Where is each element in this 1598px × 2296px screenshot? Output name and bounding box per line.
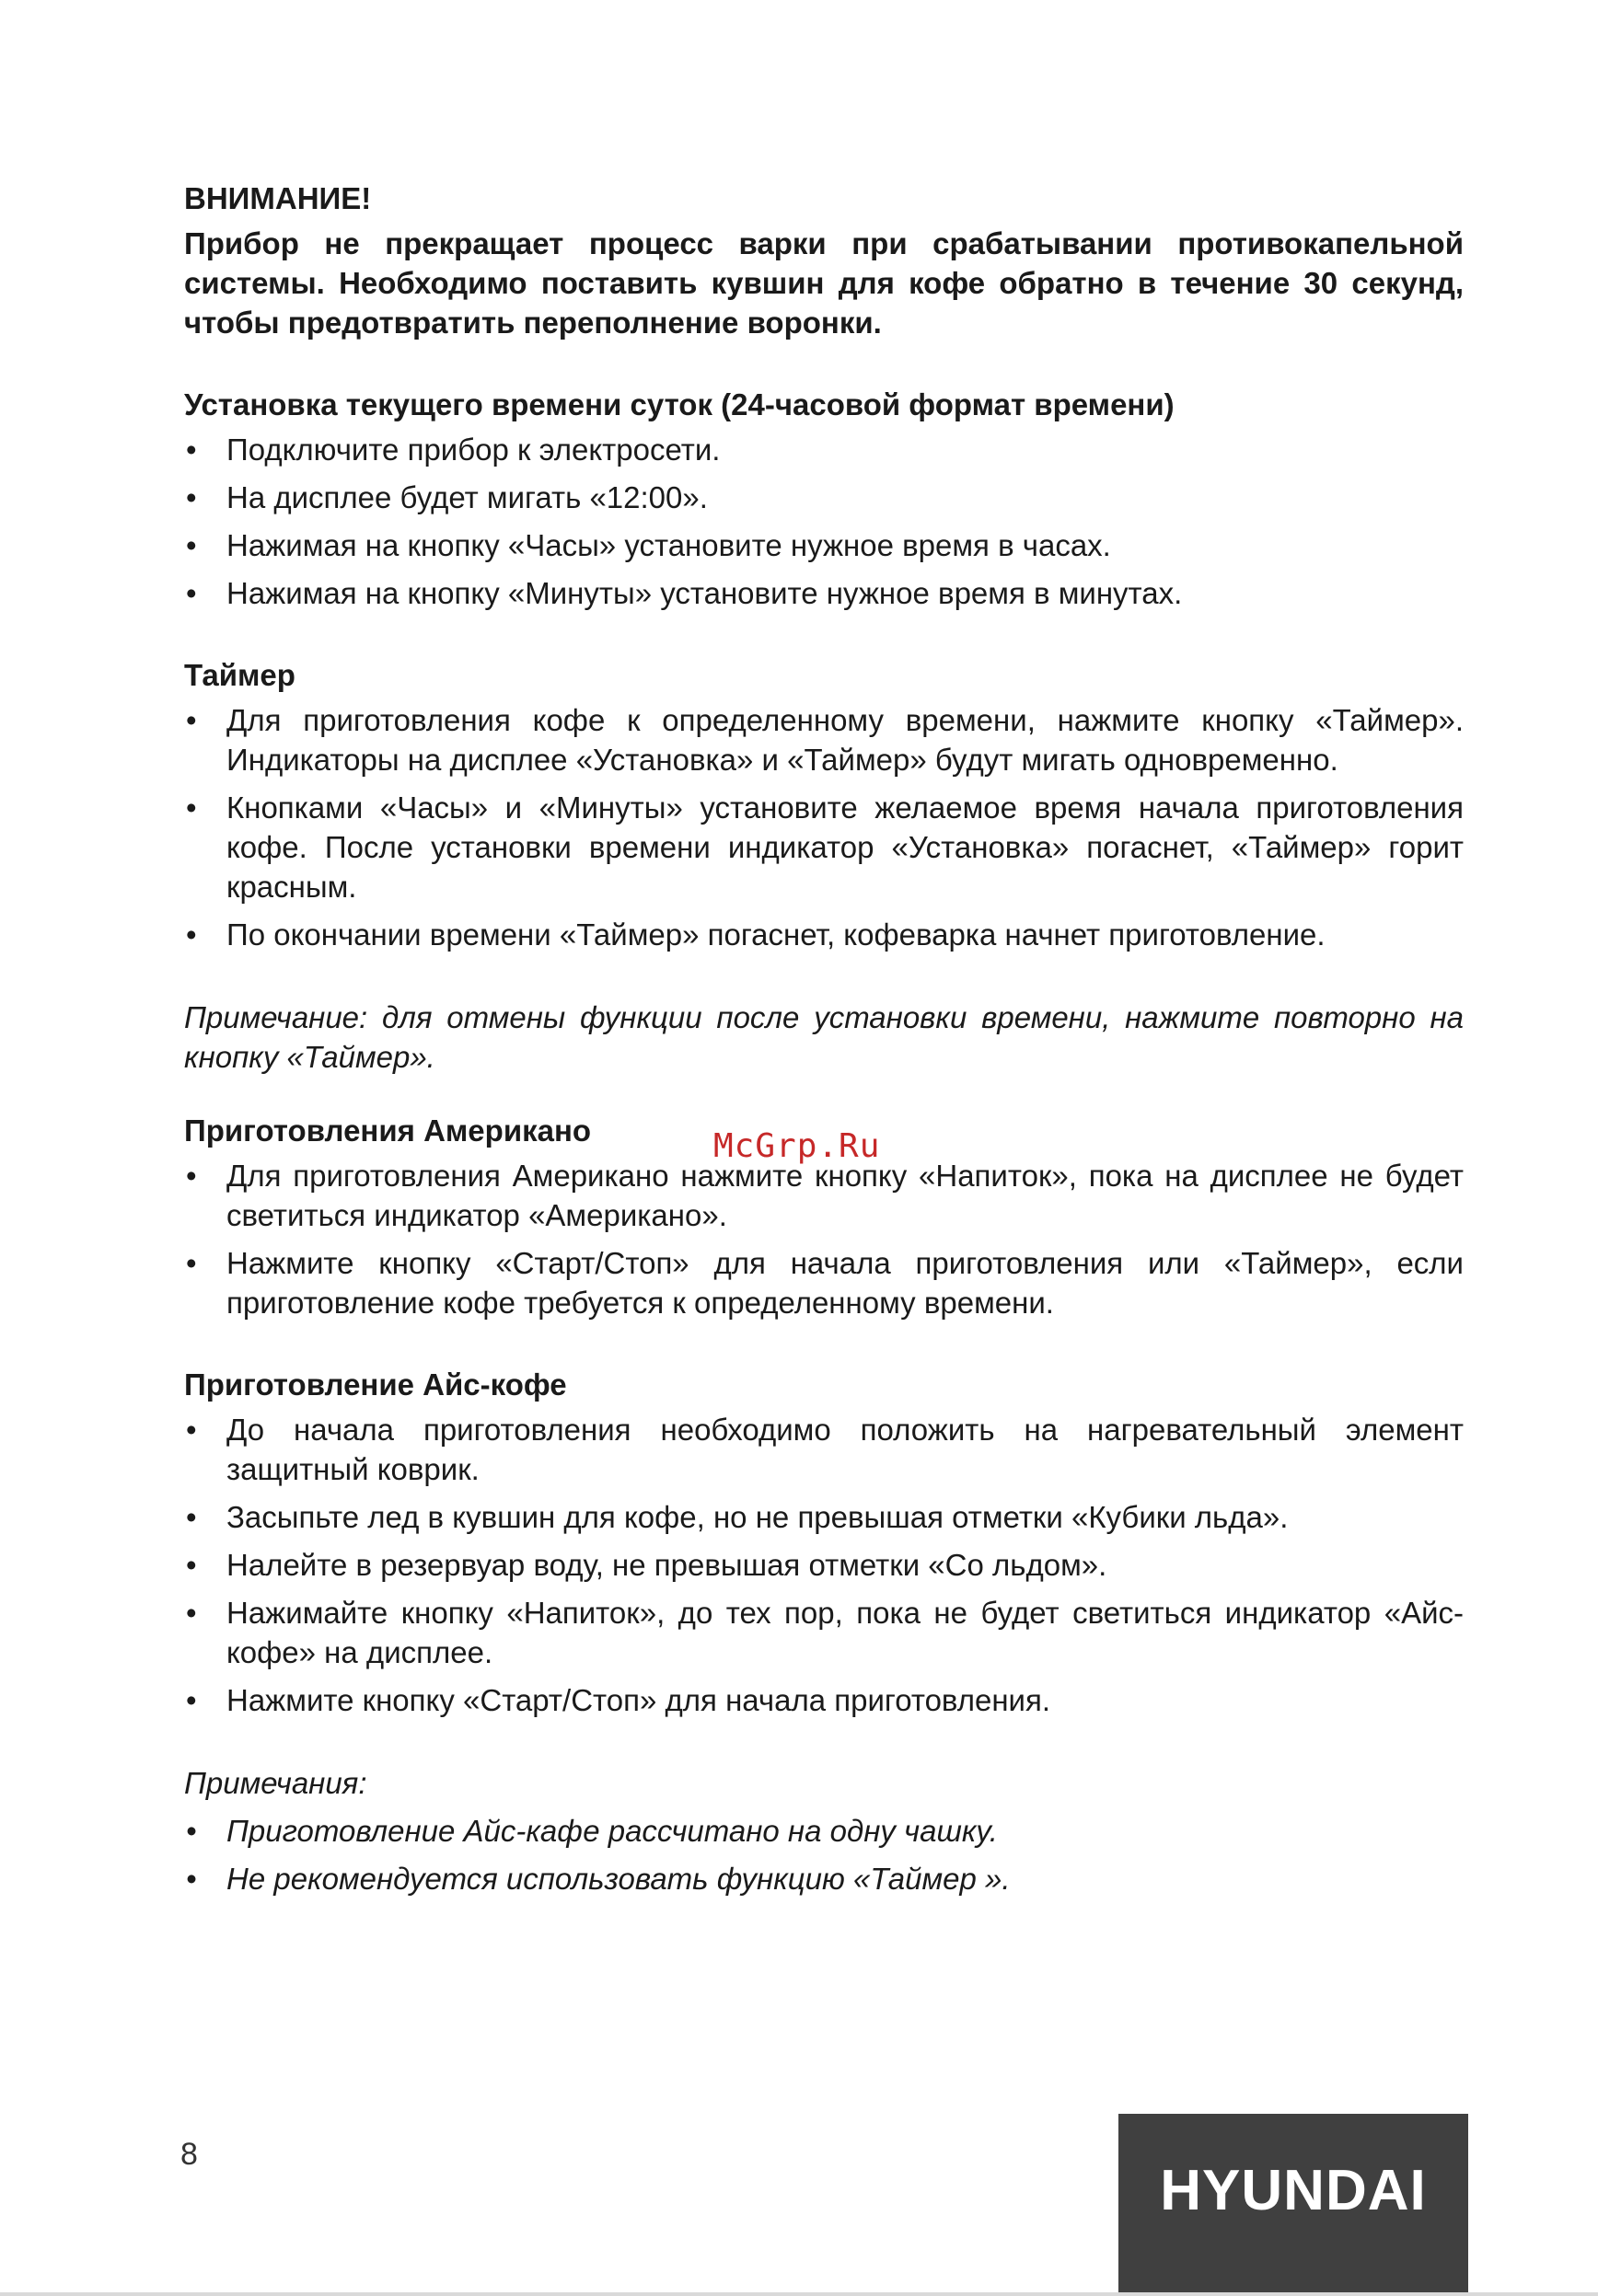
bullet-icon: •	[186, 576, 197, 610]
list-item	[184, 1410, 1464, 1489]
bullet-icon: •	[186, 1862, 197, 1896]
americano-title: Приготовления Американо	[184, 1113, 592, 1148]
list-item-text: Нажимайте кнопку «Напиток», до тех пор, пока не будет светиться индикатор «Айс-кофе» на дисплее.	[226, 1596, 1464, 1669]
americano-list	[184, 1156, 1464, 1322]
list-item	[184, 1859, 1464, 1898]
list-item-text: По окончании времени «Таймер» погаснет, кофеварка начнет приготовление.	[226, 917, 1326, 952]
list-item	[184, 1811, 1464, 1851]
time-setup-title: Установка текущего времени суток (24-часовой формат времени)	[184, 387, 1175, 421]
bullet-icon: •	[186, 1413, 197, 1447]
bullet-icon: •	[186, 1683, 197, 1717]
timer-section	[184, 656, 1464, 1077]
time-setup-section	[184, 386, 1464, 613]
bullet-icon: •	[186, 790, 197, 825]
warning-title: ВНИМАНИЕ!	[184, 181, 372, 215]
list-item	[184, 573, 1464, 613]
brand-logo-box	[1118, 2114, 1468, 2296]
list-item-text: Нажмите кнопку «Старт/Стоп» для начала приготовления.	[226, 1683, 1051, 1717]
list-item	[184, 1156, 1464, 1235]
bullet-icon: •	[186, 1246, 197, 1280]
bullet-icon: •	[186, 1500, 197, 1534]
bullet-icon: •	[186, 917, 197, 952]
list-item	[184, 1593, 1464, 1672]
warning-block	[184, 179, 1464, 342]
bullet-icon: •	[186, 1159, 197, 1193]
list-item	[184, 478, 1464, 517]
list-item-text: Для приготовления Американо нажмите кнопку «Напиток», пока на дисплее не будет светиться индикатор «Американо».	[226, 1159, 1464, 1232]
list-item	[184, 915, 1464, 954]
bullet-icon: •	[186, 528, 197, 562]
bottom-divider	[0, 2292, 1598, 2296]
time-setup-list	[184, 430, 1464, 613]
list-item	[184, 525, 1464, 565]
bullet-icon: •	[186, 1814, 197, 1848]
iced-coffee-list	[184, 1410, 1464, 1720]
list-item-text: Нажимая на кнопку «Часы» установите нужное время в часах.	[226, 528, 1111, 562]
list-item-text: Не рекомендуется использовать функцию «Таймер ».	[226, 1862, 1011, 1896]
list-item	[184, 1497, 1464, 1537]
list-item-text: До начала приготовления необходимо положить на нагревательный элемент защитный коврик.	[226, 1413, 1464, 1486]
page-number: 8	[180, 2137, 198, 2172]
iced-coffee-notes-list	[184, 1811, 1464, 1898]
list-item-text: Приготовление Айс-кафе рассчитано на одну чашку.	[226, 1814, 998, 1848]
bullet-icon: •	[186, 480, 197, 514]
list-item-text: Для приготовления кофе к определенному времени, нажмите кнопку «Таймер». Индикаторы на дисплее «Установка» и «Таймер» будут мигать одновременно.	[226, 703, 1464, 777]
list-item-text: На дисплее будет мигать «12:00».	[226, 480, 708, 514]
list-item	[184, 430, 1464, 469]
list-item-text: Налейте в резервуар воду, не превышая отметки «Со льдом».	[226, 1548, 1107, 1582]
warning-text: Прибор не прекращает процесс варки при срабатывании противокапельной системы. Необходимо поставить кувшин для кофе обратно в течение 30 секунд, чтобы предотвратить переполнение воронки.	[184, 226, 1464, 340]
list-item-text: Нажимая на кнопку «Минуты» установите нужное время в минутах.	[226, 576, 1183, 610]
manual-page	[184, 179, 1464, 1907]
list-item-text: Подключите прибор к электросети.	[226, 433, 721, 467]
bullet-icon: •	[186, 1548, 197, 1582]
list-item-text: Засыпьте лед в кувшин для кофе, но не превышая отметки «Кубики льда».	[226, 1500, 1289, 1534]
list-item	[184, 1680, 1464, 1720]
iced-coffee-notes-title: Примечания:	[184, 1766, 367, 1800]
iced-coffee-title: Приготовление Айс-кофе	[184, 1367, 567, 1402]
list-item	[184, 700, 1464, 779]
watermark: McGrp.Ru	[713, 1127, 881, 1165]
bullet-icon: •	[186, 433, 197, 467]
list-item	[184, 788, 1464, 906]
timer-note: Примечание: для отмены функции после установки времени, нажмите повторно на кнопку «Таймер».	[184, 1000, 1464, 1074]
iced-coffee-section	[184, 1366, 1464, 1898]
bullet-icon: •	[186, 1596, 197, 1630]
brand-logo: HYUNDAI	[1160, 2159, 1427, 2222]
list-item	[184, 1545, 1464, 1585]
bullet-icon: •	[186, 703, 197, 737]
timer-list	[184, 700, 1464, 954]
list-item-text: Нажмите кнопку «Старт/Стоп» для начала приготовления или «Таймер», если приготовление кофе требуется к определенному времени.	[226, 1246, 1464, 1320]
list-item-text: Кнопками «Часы» и «Минуты» установите желаемое время начала приготовления кофе. После установки времени индикатор «Установка» погаснет, «Таймер» горит красным.	[226, 790, 1464, 904]
list-item	[184, 1243, 1464, 1322]
timer-title: Таймер	[184, 658, 295, 692]
